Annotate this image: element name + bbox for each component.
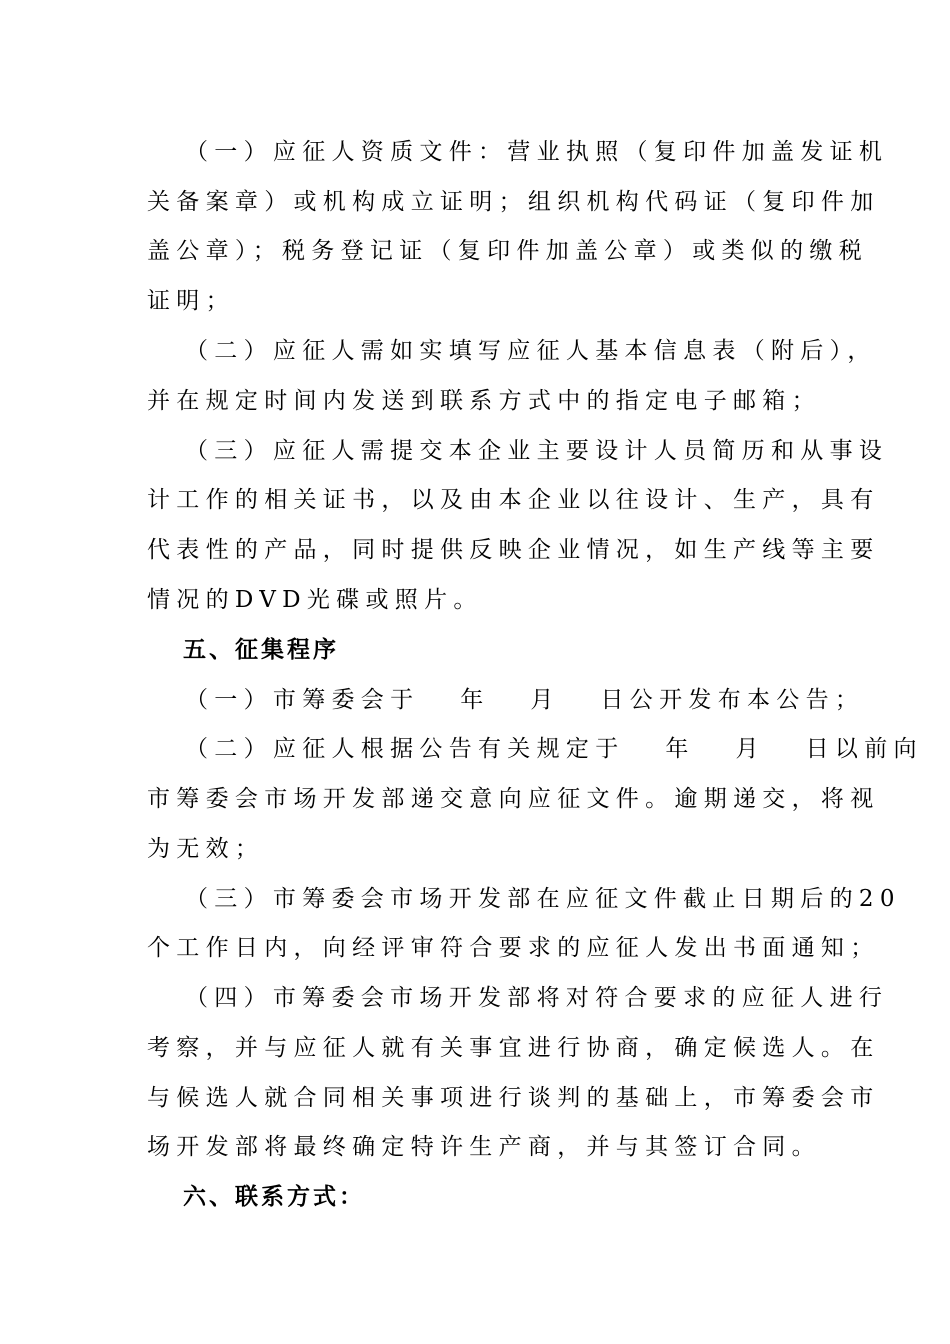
paragraph-line: 盖公章）；税务登记证（复印件加盖公章）或类似的缴税: [147, 238, 868, 264]
paragraph-line: （三）市筹委会市场开发部在应征文件截止日期后的20: [185, 886, 901, 912]
paragraph-line: （二）应征人根据公告有关规定于 年 月 日以前向: [185, 736, 923, 762]
paragraph-line: 关备案章）或机构成立证明；组织机构代码证（复印件加: [147, 189, 880, 215]
paragraph-line: （二）应征人需如实填写应征人基本信息表（附后），: [185, 338, 877, 364]
section-heading: 六、联系方式：: [183, 1183, 365, 1210]
paragraph-line: （三）应征人需提交本企业主要设计人员简历和从事设: [185, 438, 889, 464]
paragraph-line: （一）市筹委会于 年 月 日公开发布本公告；: [185, 687, 865, 713]
paragraph-line: 代表性的产品，同时提供反映企业情况，如生产线等主要: [147, 537, 880, 563]
section-heading: 五、征集程序: [183, 636, 339, 663]
paragraph-line: 情况的DVD光碟或照片。: [147, 587, 483, 613]
paragraph-line: 并在规定时间内发送到联系方式中的指定电子邮箱；: [147, 388, 821, 414]
paragraph-line: 证明；: [147, 288, 235, 314]
paragraph-line: 个工作日内，向经评审符合要求的应征人发出书面通知；: [147, 935, 880, 961]
paragraph-line: 场开发部将最终确定特许生产商，并与其签订合同。: [147, 1134, 821, 1160]
paragraph-line: 与候选人就合同相关事项进行谈判的基础上，市筹委会市: [147, 1085, 880, 1111]
paragraph-line: 计工作的相关证书，以及由本企业以往设计、生产，具有: [147, 487, 880, 513]
paragraph-line: 为无效；: [147, 836, 265, 862]
paragraph-line: 市筹委会市场开发部递交意向应征文件。逾期递交，将视: [147, 786, 880, 812]
paragraph-line: 考察，并与应征人就有关事宜进行协商，确定候选人。在: [147, 1035, 880, 1061]
paragraph-line: （一）应征人资质文件：营业执照（复印件加盖发证机: [185, 139, 889, 165]
paragraph-line: （四）市筹委会市场开发部将对符合要求的应征人进行: [185, 985, 889, 1011]
